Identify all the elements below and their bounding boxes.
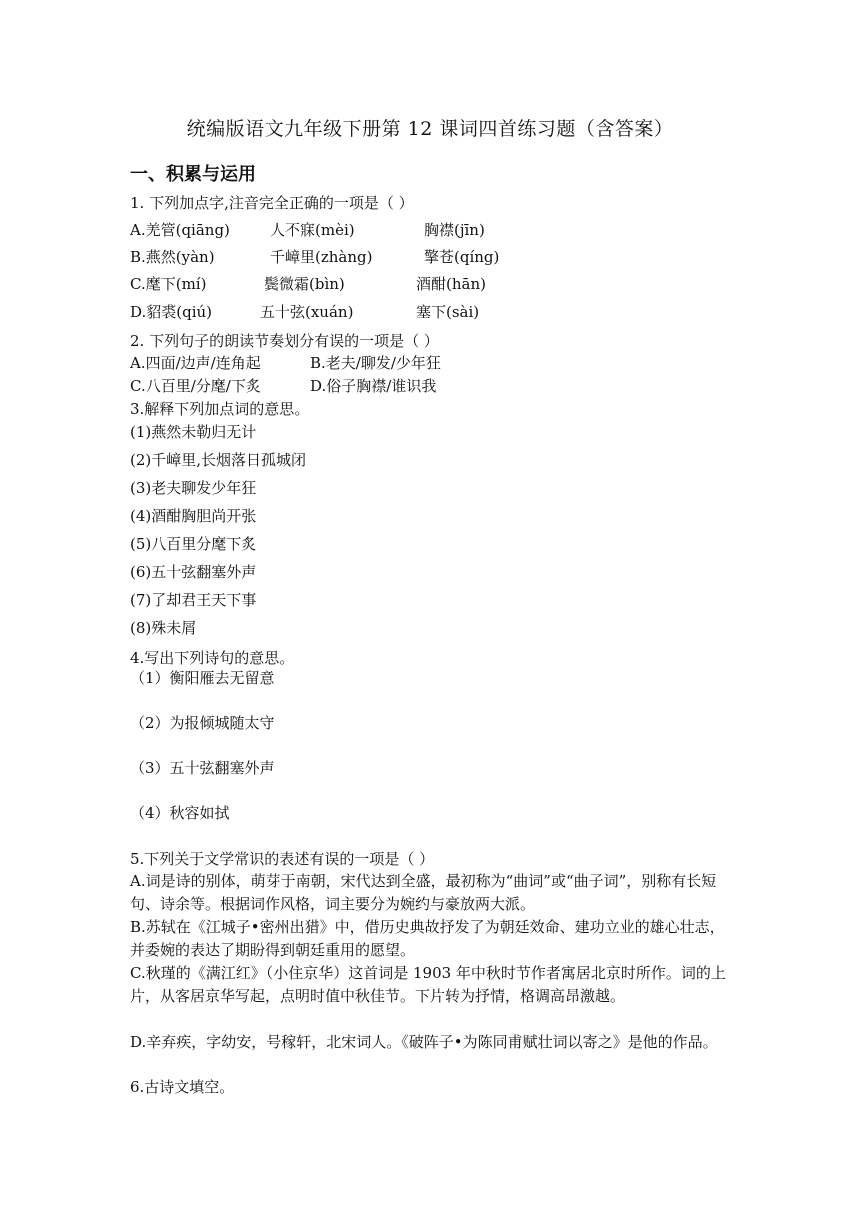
q3-item: (1)燕然未勒归无计 [130,423,257,441]
q4-item: （3）五十弦翻塞外声 [130,759,275,777]
q4-item: （4）秋容如拭 [130,804,230,822]
option-cell: D.俗子胸襟/谁识我 [310,377,437,395]
q3-item: (3)老夫聊发少年狂 [130,479,257,497]
question-3-stem: 3.解释下列加点词的意思。 [130,400,310,418]
page-title: 统编版语文九年级下册第 12 课词四首练习题（含答案） [186,118,674,140]
q3-item: (5)八百里分麾下炙 [130,535,257,553]
q3-item: (6)五十弦翻塞外声 [130,563,257,581]
option-cell: 擎苍(qíng) [424,248,500,266]
q3-item: (2)千嶂里,长烟落日孤城闭 [130,451,307,469]
option-cell: D.貂裘(qiú) [130,303,213,321]
option-cell: C.八百里/分麾/下炙 [130,377,261,395]
option-cell: A.羌管(qiāng) [130,221,230,239]
q3-item: (4)酒酣胸胆尚开张 [130,507,257,525]
option-cell: A.四面/边声/连角起 [130,354,261,372]
option-cell: 酒酣(hān) [416,275,486,293]
q5-option-a: A.词是诗的别体，萌芽于南朝，宋代达到全盛，最初称为“曲词”或“曲子词”，别称有长短句、诗余等。根据词作风格，词主要分为婉约与豪放两大派。 [130,872,717,913]
option-cell: 千嶂里(zhàng) [270,248,373,266]
option-cell: 五十弦(xuán) [260,303,354,321]
question-4-stem: 4.写出下列诗句的意思。 [130,649,295,667]
q5-option-b: B.苏轼在《江城子•密州出猎》中，借历史典故抒发了为朝廷效命、建功立业的雄心壮志，并委婉的表达了期盼得到朝廷重用的愿望。 [130,918,725,959]
q5-option-c: C.秋瑾的《满江红》（小住京华）这首词是 1903 年中秋时节作者寓居北京时所作。词的上片，从客居京华写起，点明时值中秋佳节。下片转为抒情，格调高昂激越。 [130,964,726,1005]
q3-item: (8)殊未屑 [130,619,197,637]
q4-item: （1）衡阳雁去无留意 [130,669,275,687]
question-5-stem: 5.下列关于文学常识的表述有误的一项是（ ） [130,850,435,868]
q5-option-d: D.辛弃疾，字幼安，号稼轩，北宋词人。《破阵子•为陈同甫赋壮词以寄之》是他的作品。 [130,1033,718,1051]
q4-item: （2）为报倾城随太守 [130,714,275,732]
option-cell: 胸襟(jīn) [424,221,485,239]
option-cell: C.麾下(mí) [130,275,207,293]
option-cell: 鬓微霜(bìn) [264,275,345,293]
question-6-stem: 6.古诗文填空。 [130,1078,235,1096]
question-1-stem: 1. 下列加点字,注音完全正确的一项是（ ） [130,194,414,212]
option-cell: B.老夫/聊发/少年狂 [310,354,441,372]
section-heading: 一、积累与运用 [130,164,256,185]
option-cell: B.燕然(yàn) [130,248,215,266]
question-2-stem: 2. 下列句子的朗读节奏划分有误的一项是（ ） [130,332,439,350]
option-cell: 塞下(sài) [416,303,480,321]
option-cell: 人不寐(mèi) [270,221,355,239]
q3-item: (7)了却君王天下事 [130,591,257,609]
